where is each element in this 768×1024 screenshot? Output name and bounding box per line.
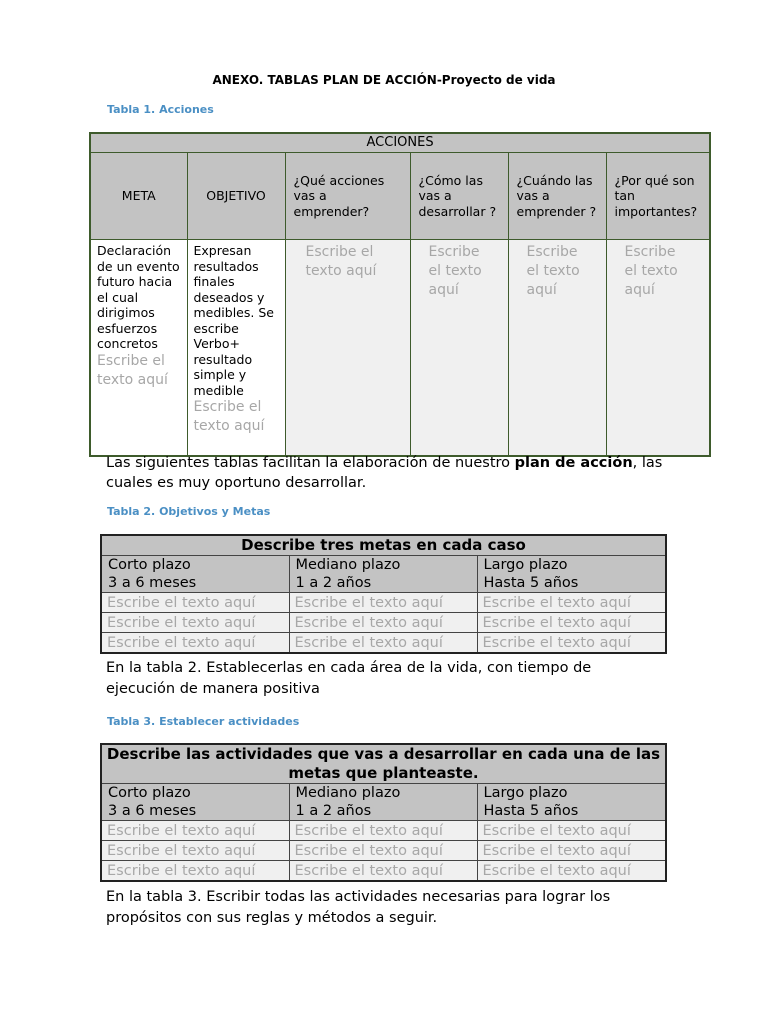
goal-input-cell[interactable]: Escribe el texto aquí <box>289 593 477 613</box>
goal-input-cell[interactable]: Escribe el texto aquí <box>289 633 477 654</box>
goal-input-cell[interactable]: Escribe el texto aquí <box>477 593 666 613</box>
goal-input-cell[interactable]: Escribe el texto aquí <box>477 633 666 654</box>
meta-placeholder[interactable]: Escribe el texto aquí <box>97 352 168 388</box>
paragraph-intro-text: Las siguientes tablas facilitan la elaboración de nuestro <box>106 455 515 471</box>
column-header-cuando: ¿Cuándo las vas a emprender ? <box>508 153 606 240</box>
column-short-term <box>101 784 289 821</box>
medium-term-period: 1 a 2 años <box>295 575 372 591</box>
table2-header: Describe tres metas en cada caso <box>101 535 666 556</box>
como-cell[interactable] <box>410 240 508 457</box>
column-header-porque: ¿Por qué son tan importantes? <box>606 153 710 240</box>
activity-input-cell[interactable]: Escribe el texto aquí <box>101 841 289 861</box>
cuando-placeholder[interactable]: Escribe el texto aquí <box>526 244 580 298</box>
cuando-cell[interactable] <box>508 240 606 457</box>
goal-input-cell[interactable]: Escribe el texto aquí <box>101 633 289 654</box>
porque-cell[interactable] <box>606 240 710 457</box>
short-term-period: 3 a 6 meses <box>108 803 197 819</box>
table1-header: ACCIONES <box>90 133 710 153</box>
paragraph-table3-note: En la tabla 3. Escribir todas las actividades necesarias para lograr los propósitos con sus reglas y métodos a seguir. <box>106 889 611 926</box>
activity-input-cell[interactable]: Escribe el texto aquí <box>289 861 477 882</box>
paragraph-intro-tail: , las cuales es muy oportuno desarrollar. <box>106 455 663 491</box>
table3-header: Describe las actividades que vas a desarrollar en cada una de las metas que planteaste. <box>101 744 666 784</box>
column-medium-term <box>289 556 477 593</box>
objetivo-cell[interactable] <box>187 240 285 457</box>
activity-input-cell[interactable]: Escribe el texto aquí <box>101 861 289 882</box>
goals-table <box>100 534 667 654</box>
activity-input-cell[interactable]: Escribe el texto aquí <box>289 821 477 841</box>
short-term-label: Corto plazo <box>108 785 191 801</box>
medium-term-label: Mediano plazo <box>295 785 401 801</box>
goal-input-cell[interactable]: Escribe el texto aquí <box>101 613 289 633</box>
table3-caption: Tabla 3. Establecer actividades <box>107 715 300 728</box>
como-placeholder[interactable]: Escribe el texto aquí <box>428 244 482 298</box>
goal-input-cell[interactable]: Escribe el texto aquí <box>477 613 666 633</box>
table2-caption: Tabla 2. Objetivos y Metas <box>107 505 271 518</box>
long-term-period: Hasta 5 años <box>483 803 579 819</box>
short-term-label: Corto plazo <box>108 557 191 573</box>
objetivo-description: Expresan resultados finales deseados y medibles. Se escribe Verbo+ resultado simple y medible <box>193 243 274 398</box>
activity-input-cell[interactable]: Escribe el texto aquí <box>477 821 666 841</box>
table1-caption: Tabla 1. Acciones <box>107 103 214 116</box>
column-medium-term <box>289 784 477 821</box>
goal-input-cell[interactable]: Escribe el texto aquí <box>289 613 477 633</box>
activity-input-cell[interactable]: Escribe el texto aquí <box>477 861 666 882</box>
meta-cell[interactable] <box>90 240 187 457</box>
column-short-term <box>101 556 289 593</box>
medium-term-period: 1 a 2 años <box>295 803 372 819</box>
paragraph-table2-note: En la tabla 2. Establecerlas en cada área de la vida, con tiempo de ejecución de manera positiva <box>106 660 592 697</box>
acciones-placeholder[interactable]: Escribe el texto aquí <box>305 244 377 279</box>
actions-table <box>89 132 711 457</box>
porque-placeholder[interactable]: Escribe el texto aquí <box>624 244 678 298</box>
paragraph-intro <box>106 453 666 493</box>
column-header-meta: META <box>90 153 187 240</box>
meta-description: Declaración de un evento futuro hacia el cual dirigimos esfuerzos concretos <box>97 243 180 351</box>
column-header-acciones: ¿Qué acciones vas a emprender? <box>285 153 410 240</box>
medium-term-label: Mediano plazo <box>295 557 401 573</box>
column-header-objetivo: OBJETIVO <box>187 153 285 240</box>
activities-table <box>100 743 667 882</box>
activity-input-cell[interactable]: Escribe el texto aquí <box>289 841 477 861</box>
long-term-label: Largo plazo <box>483 557 568 573</box>
column-long-term <box>477 556 666 593</box>
column-long-term <box>477 784 666 821</box>
acciones-cell[interactable] <box>285 240 410 457</box>
activity-input-cell[interactable]: Escribe el texto aquí <box>101 821 289 841</box>
long-term-label: Largo plazo <box>483 785 568 801</box>
objetivo-placeholder[interactable]: Escribe el texto aquí <box>193 399 265 434</box>
goal-input-cell[interactable]: Escribe el texto aquí <box>101 593 289 613</box>
long-term-period: Hasta 5 años <box>483 575 579 591</box>
column-header-como: ¿Cómo las vas a desarrollar ? <box>410 153 508 240</box>
paragraph-intro-bold: plan de acción <box>514 455 633 471</box>
short-term-period: 3 a 6 meses <box>108 575 197 591</box>
activity-input-cell[interactable]: Escribe el texto aquí <box>477 841 666 861</box>
document-title: ANEXO. TABLAS PLAN DE ACCIÓN-Proyecto de vida <box>212 73 556 87</box>
